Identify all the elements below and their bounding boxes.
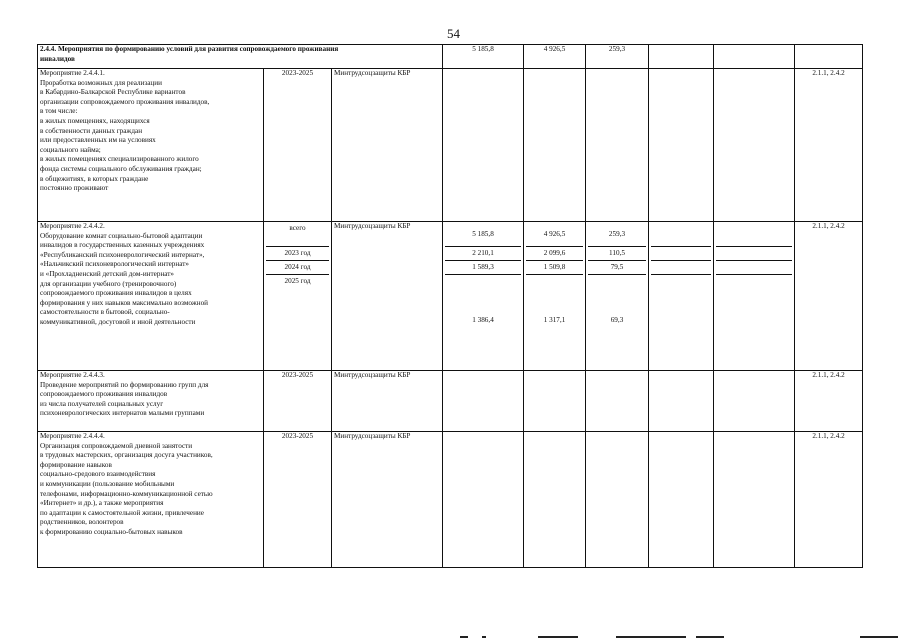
empty-cell	[524, 432, 586, 568]
activity-description: Мероприятие 2.4.4.4. Организация сопровождаемой дневной занятости в трудовых мастерских, организация досуга участников, формирование навыков социально-средового взаимодействия и коммуникации (пользование мобильными телефонами, информационно-коммуникационной сетью «Интернет» и др.), а также мероприятия по адаптации к самостоятельной жизни, привлечение родственников, волонтеров к формированию социально-бытовых навыков	[38, 432, 264, 568]
values-regional-column	[586, 222, 649, 371]
executor-cell: Минтрудсоцзащиты КБР	[332, 222, 443, 371]
period-cell: 2023-2025	[264, 371, 332, 432]
empty-cell	[714, 371, 795, 432]
activity-description: Мероприятие 2.4.4.3. Проведение мероприятий по формированию групп для сопровождаемого проживания инвалидов из числа получателей социальных услуг психоневрологических интернатов малыми группами	[38, 371, 264, 432]
value-total: 259,3	[588, 222, 646, 247]
value-2025: 69,3	[610, 316, 624, 324]
section-header-row	[38, 45, 863, 69]
value-2025: 1 386,4	[472, 316, 494, 324]
values-total-column	[443, 222, 524, 371]
table-row	[38, 371, 863, 432]
page-number: 54	[447, 26, 460, 41]
value-total: 5 185,8	[445, 222, 521, 247]
value-2023: 2 099,6	[526, 247, 583, 261]
year-total-label: всего	[266, 222, 329, 247]
section-title: 2.4.4. Мероприятия по формированию условий для развития сопровождаемого проживания инвалидов	[38, 45, 443, 69]
period-cell: 2023-2025	[264, 69, 332, 222]
values-federal-column	[524, 222, 586, 371]
year-label: 2025 год	[284, 277, 311, 285]
empty-cell	[649, 371, 714, 432]
table-row	[38, 69, 863, 222]
empty-cell	[586, 69, 649, 222]
activity-description: Мероприятие 2.4.4.2. Оборудование комнат социально-бытовой адаптации инвалидов в государственных казенных учреждениях «Республиканский психоневрологический интернат», «Нальчикский психоневрологический интернат» и «Прохладненский детский дом-интернат» для организации учебного (тренировочного) сопровождаемого проживания инвалидов в целях формирования у них навыков максимально возможной самостоятельности в бытовой, социально- коммуникативной, досуговой и иной деятельности	[38, 222, 264, 371]
empty-cell	[714, 69, 795, 222]
empty-cell	[649, 222, 714, 371]
empty-cell	[586, 432, 649, 568]
indicators-cell: 2.1.1, 2.4.2	[795, 69, 863, 222]
table-row	[38, 222, 863, 371]
empty-cell	[714, 222, 795, 371]
table-row	[38, 432, 863, 568]
empty-cell	[443, 69, 524, 222]
section-regional-value: 259,3	[586, 45, 649, 69]
empty-cell	[795, 45, 863, 69]
value-2023: 110,5	[588, 247, 646, 261]
section-federal-value: 4 926,5	[524, 45, 586, 69]
value-2025: 1 317,1	[543, 316, 566, 324]
period-cell: 2023-2025	[264, 432, 332, 568]
empty-cell	[443, 432, 524, 568]
value-2024: 1 509,8	[526, 261, 583, 275]
year-label: 2023 год	[266, 247, 329, 261]
indicators-cell: 2.1.1, 2.4.2	[795, 371, 863, 432]
program-table	[37, 44, 863, 568]
indicators-cell: 2.1.1, 2.4.2	[795, 222, 863, 371]
activity-description: Мероприятие 2.4.4.1. Проработка возможных для реализации в Кабардино-Балкарской Республике вариантов организации сопровождаемого проживания инвалидов, в том числе: в жилых помещениях, находящихся в собственности данных граждан или предоставленных им на условиях социального найма; в жилых помещениях специализированного жилого фонда системы социального обслуживания граждан; в общежитиях, в которых граждане постоянно проживают	[38, 69, 264, 222]
value-2024: 1 589,3	[445, 261, 521, 275]
value-total: 4 926,5	[526, 222, 583, 247]
empty-cell	[586, 371, 649, 432]
empty-cell	[714, 432, 795, 568]
year-label: 2024 год	[266, 261, 329, 275]
scan-artifact-marks	[460, 634, 900, 640]
empty-cell	[714, 45, 795, 69]
empty-cell	[443, 371, 524, 432]
empty-cell	[649, 69, 714, 222]
years-cell	[264, 222, 332, 371]
empty-cell	[649, 432, 714, 568]
section-total-value: 5 185,8	[443, 45, 524, 69]
empty-cell	[524, 371, 586, 432]
executor-cell: Минтрудсоцзащиты КБР	[332, 371, 443, 432]
executor-cell: Минтрудсоцзащиты КБР	[332, 69, 443, 222]
value-2024: 79,5	[588, 261, 646, 275]
executor-cell: Минтрудсоцзащиты КБР	[332, 432, 443, 568]
empty-cell	[524, 69, 586, 222]
empty-cell	[649, 45, 714, 69]
value-2023: 2 210,1	[445, 247, 521, 261]
indicators-cell: 2.1.1, 2.4.2	[795, 432, 863, 568]
